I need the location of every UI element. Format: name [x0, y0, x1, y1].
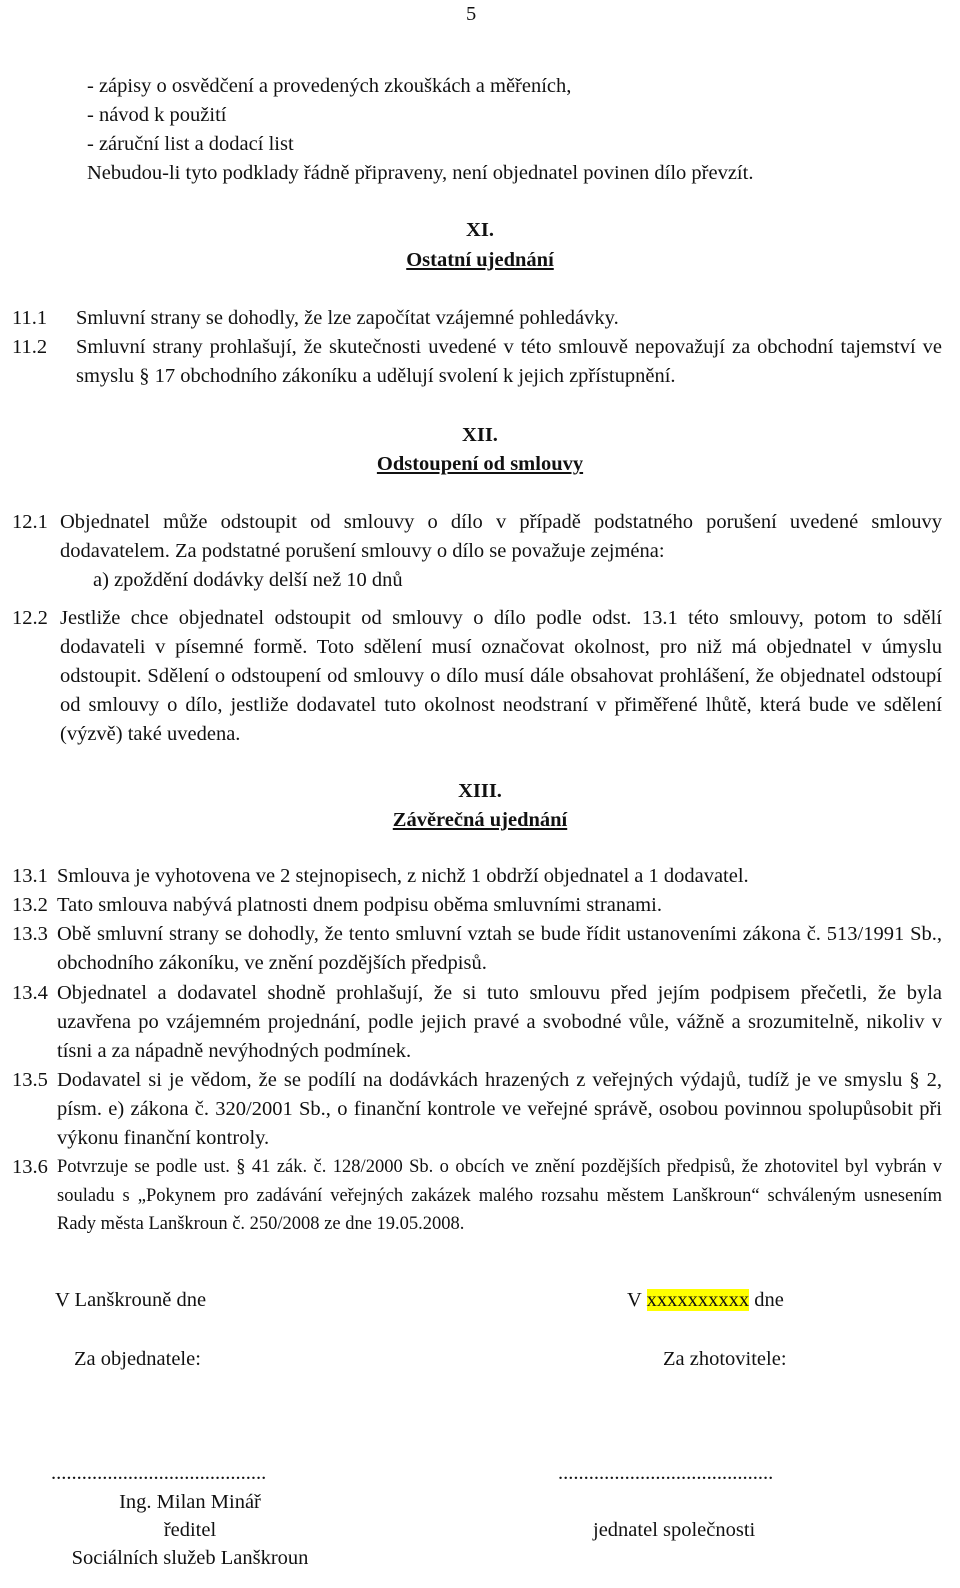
signature-line-right: .......................................... — [558, 1462, 774, 1484]
section-number: XII. — [462, 424, 498, 446]
signatory-role-right: jednatel společnosti — [593, 1519, 756, 1541]
paragraph-text: Objednatel může odstoupit od smlouvy o dílo v případě podstatného porušení uvedené smlouvy dodavatelem. Za podstatné porušení smlouvy o dílo se považuje zejména: — [60, 511, 942, 562]
signature-for-left: Za objednatele: — [74, 1348, 201, 1370]
section-title: Ostatní ujednání — [406, 249, 554, 271]
section-title: Odstoupení od smlouvy — [376, 453, 584, 475]
signatory-name: Ing. Milan Minář — [119, 1491, 261, 1513]
intro-note: Nebudou-li tyto podklady řádně připraveny, není objednatel povinen dílo převzít. — [87, 162, 754, 184]
paragraph-number: 12.2 — [12, 607, 48, 629]
paragraph-text: Objednatel a dodavatel shodně prohlašují, že si tuto smlouvu před jejím podpisem přečetli, že byla uzavřena po vzájemném projednání, podle jejich pravé a svobodné vůle, vážně a srozumitelně, nikoliv v tísni a za nápadně nevýhodných podmínek. — [57, 982, 942, 1062]
paragraph-number: 13.5 — [12, 1069, 48, 1091]
list-item: - návod k použití — [87, 104, 227, 126]
section-number: XI. — [466, 219, 494, 241]
paragraph-text: Dodavatel si je vědom, že se podílí na dodávkách hrazených z veřejných výdajů, tudíž je ve smyslu § 2, písm. e) zákona č. 320/2001 Sb., o finanční kontrole ve veřejné správě, osobou povinnou spolupůsobit při výkonu finanční kontroly. — [57, 1069, 942, 1149]
paragraph-number: 13.6 — [12, 1156, 48, 1178]
paragraph-text: Smlouva je vyhotovena ve 2 stejnopisech, z nichž 1 obdrží objednatel a 1 dodavatel. — [57, 865, 749, 887]
paragraph-text: Jestliže chce objednatel odstoupit od smlouvy o dílo podle odst. 13.1 této smlouvy, potom to sdělí dodavateli v písemné formě. Toto sdělení musí označovat okolnost, pro niž má objednatel v úmyslu odstoupit. Sdělení o odstoupení od smlouvy o dílo musí dále obsahovat prohlášení, že objednatel odstoupí od smlouvy o dílo, jestliže dodavatel tuto okolnost neodstraní v přiměřené lhůtě, která bude ve sdělení (výzvě) také uvedena. — [60, 607, 942, 745]
section-number: XIII. — [458, 780, 502, 802]
paragraph-number: 12.1 — [12, 511, 48, 533]
signature-place-right — [627, 1286, 784, 1315]
list-item: - zápisy o osvědčení a provedených zkouškách a měřeních, — [87, 75, 572, 97]
list-item: a) zpoždění dodávky delší než 10 dnů — [93, 569, 403, 591]
paragraph-number: 13.4 — [12, 982, 48, 1004]
place-prefix: V — [627, 1289, 642, 1311]
place-suffix: dne — [754, 1289, 784, 1311]
signatory-role: ředitel — [163, 1519, 217, 1541]
paragraph-text: Potvrzuje se podle ust. § 41 zák. č. 128/2000 Sb. o obcích ve znění pozdějších předpisů, že zhotovitel byl vybrán v souladu s „Pokynem pro zadávání veřejných zakázek malého rozsahu městem Lanškroun“ schváleným usnesením Rady města Lanškroun č. 250/2008 ze dne 19.05.2008. — [57, 1157, 942, 1234]
signature-for-right: Za zhotovitele: — [663, 1348, 787, 1370]
signature-line-left: .......................................... — [51, 1462, 267, 1484]
paragraph-text: Smluvní strany prohlašují, že skutečnosti uvedené v této smlouvě nepovažují za obchodní tajemství ve smyslu § 17 obchodního zákoníku a udělují svolení k jejich zpřístupnění. — [76, 336, 942, 387]
paragraph-text: Smluvní strany se dohodly, že lze započítat vzájemné pohledávky. — [76, 307, 619, 329]
signatory-organization: Sociálních služeb Lanškroun — [71, 1547, 309, 1569]
section-title: Závěrečná ujednání — [392, 809, 568, 831]
paragraph-number: 13.1 — [12, 865, 48, 887]
signature-place-left: V Lanškrouně dne — [55, 1289, 207, 1311]
highlighted-placeholder: xxxxxxxxxx — [646, 1289, 750, 1311]
list-item: - záruční list a dodací list — [87, 133, 294, 155]
page-number: 5 — [466, 3, 477, 25]
paragraph-text: Tato smlouva nabývá platnosti dnem podpisu oběma smluvními stranami. — [57, 894, 662, 916]
paragraph-number: 13.3 — [12, 923, 48, 945]
paragraph-text: Obě smluvní strany se dohodly, že tento smluvní vztah se bude řídit ustanoveními zákona č. 513/1991 Sb., obchodního zákoníku, ve znění pozdějších předpisů. — [57, 923, 942, 974]
paragraph-number: 11.1 — [12, 307, 48, 329]
paragraph-number: 13.2 — [12, 894, 48, 916]
paragraph-number: 11.2 — [12, 336, 48, 358]
